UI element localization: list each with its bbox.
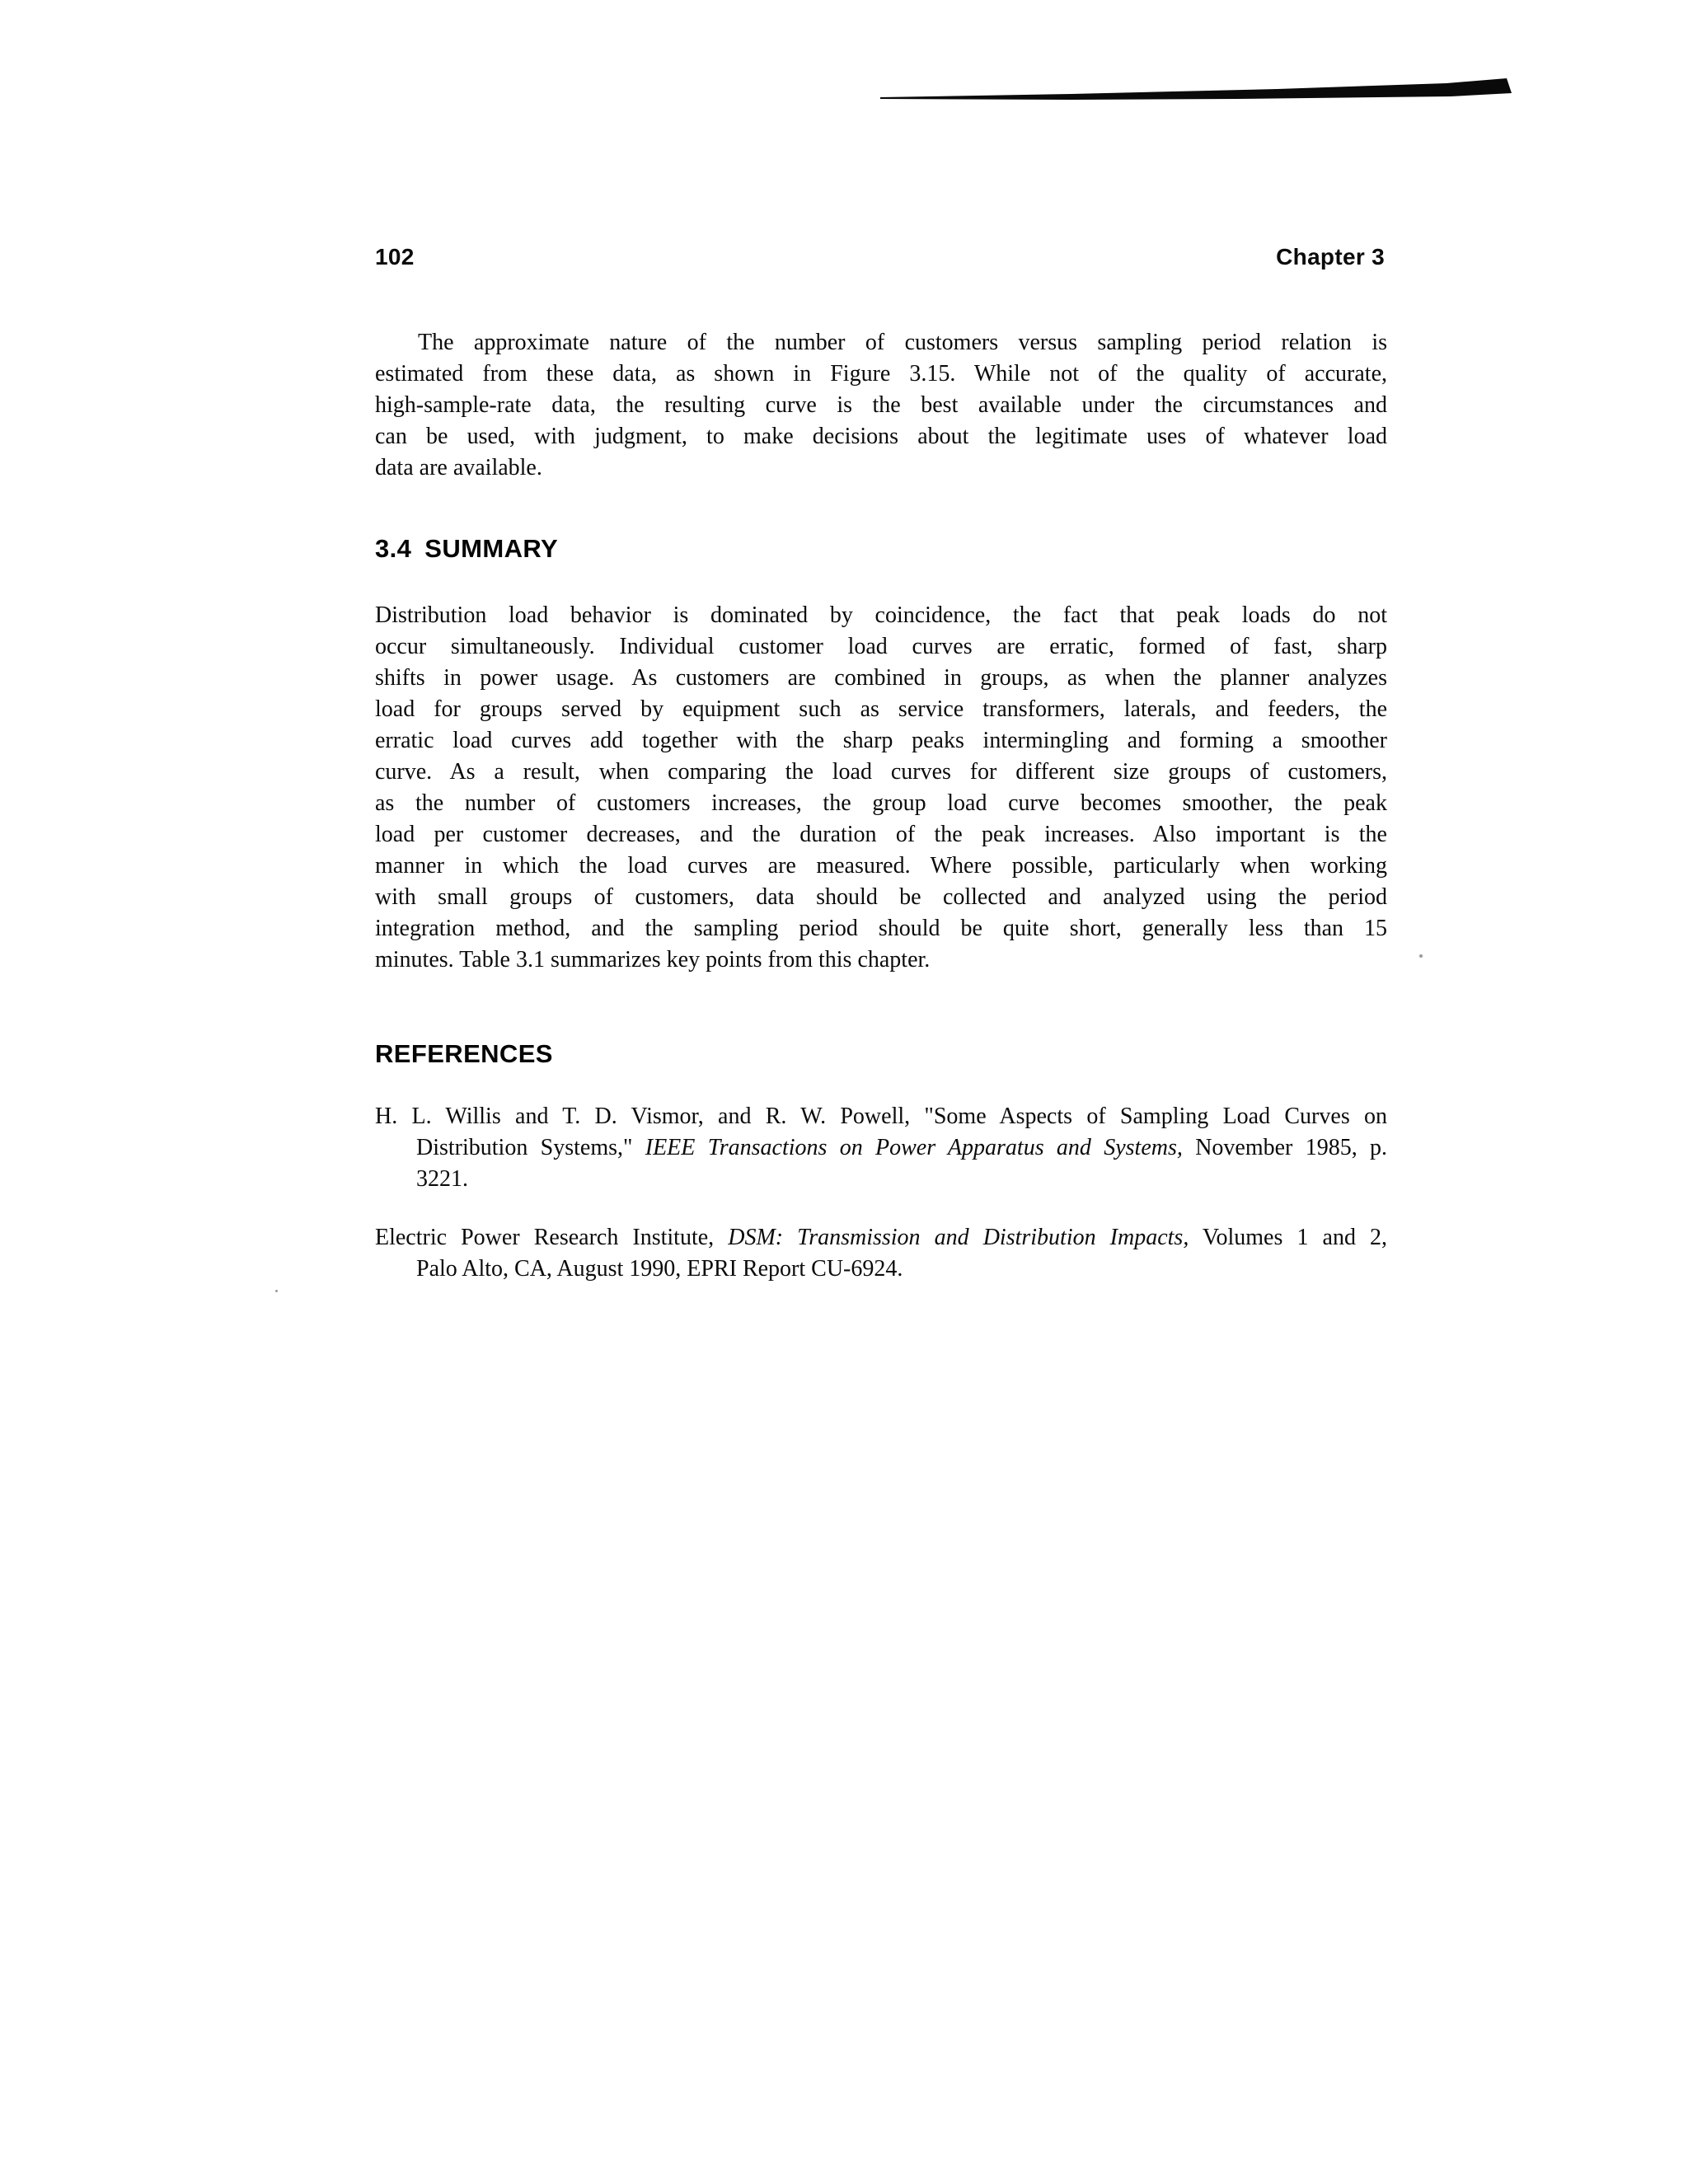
reference-line [375, 1222, 1387, 1254]
reference-line: Palo Alto, CA, August 1990, EPRI Report CU-6924. [416, 1256, 903, 1282]
scan-speck [275, 1290, 278, 1292]
intro-line: high-sample-rate data, the resulting curve is the best available under the circumstances and [375, 392, 1387, 418]
reference-entry-1 [375, 1101, 1387, 1195]
summary-line: load per customer decreases, and the duration of the peak increases. Also important is the [375, 822, 1387, 847]
scan-speck [1419, 954, 1423, 958]
summary-line: minutes. Table 3.1 summarizes key points from this chapter. [375, 947, 931, 972]
summary-line: occur simultaneously. Individual customer load curves are erratic, formed of fast, sharp [375, 634, 1387, 659]
reference-line: 3221. [416, 1166, 468, 1192]
summary-paragraph [375, 600, 1387, 976]
reference-text: Distribution Systems," [416, 1135, 645, 1160]
reference-line: H. L. Willis and T. D. Vismor, and R. W. Powell, "Some Aspects of Sampling Load Curves on [375, 1104, 1387, 1129]
reference-journal-title: IEEE Transactions on Power Apparatus and Systems, [645, 1135, 1183, 1160]
reference-entry-2 [375, 1222, 1387, 1285]
intro-line: can be used, with judgment, to make decisions about the legitimate uses of whatever load [375, 424, 1387, 449]
summary-line: Distribution load behavior is dominated by coincidence, the fact that peak loads do not [375, 602, 1387, 628]
scan-artifact-mark [0, 0, 1688, 165]
page-header [375, 244, 1385, 270]
references-heading: REFERENCES [375, 1039, 553, 1068]
summary-line: integration method, and the sampling period should be quite short, generally less than 15 [375, 916, 1387, 941]
intro-line: estimated from these data, as shown in Figure 3.15. While not of the quality of accurate, [375, 361, 1387, 387]
intro-line: data are available. [375, 455, 542, 480]
reference-report-title: DSM: Transmission and Distribution Impacts, [728, 1225, 1189, 1250]
summary-line: erratic load curves add together with the sharp peaks intermingling and forming a smoother [375, 728, 1387, 753]
summary-line: load for groups served by equipment such as service transformers, laterals, and feeders, the [375, 696, 1387, 722]
reference-line [375, 1132, 1387, 1164]
intro-line: The approximate nature of the number of customers versus sampling period relation is [418, 330, 1387, 355]
summary-line: as the number of customers increases, the group load curve becomes smoother, the peak [375, 790, 1387, 816]
reference-text: Electric Power Research Institute, [375, 1225, 729, 1250]
page-number: 102 [375, 244, 415, 269]
reference-text: November 1985, p. [1182, 1135, 1388, 1160]
reference-text: Volumes 1 and 2, [1189, 1225, 1388, 1250]
summary-line: with small groups of customers, data should be collected and analyzed using the period [375, 884, 1387, 910]
chapter-header: Chapter 3 [1276, 244, 1385, 269]
summary-line: shifts in power usage. As customers are combined in groups, as when the planner analyzes [375, 665, 1387, 691]
summary-line: curve. As a result, when comparing the load curves for different size groups of customers, [375, 759, 1387, 785]
intro-paragraph [375, 327, 1387, 484]
summary-heading: 3.4 SUMMARY [375, 534, 559, 563]
summary-line: manner in which the load curves are measured. Where possible, particularly when working [375, 853, 1387, 879]
